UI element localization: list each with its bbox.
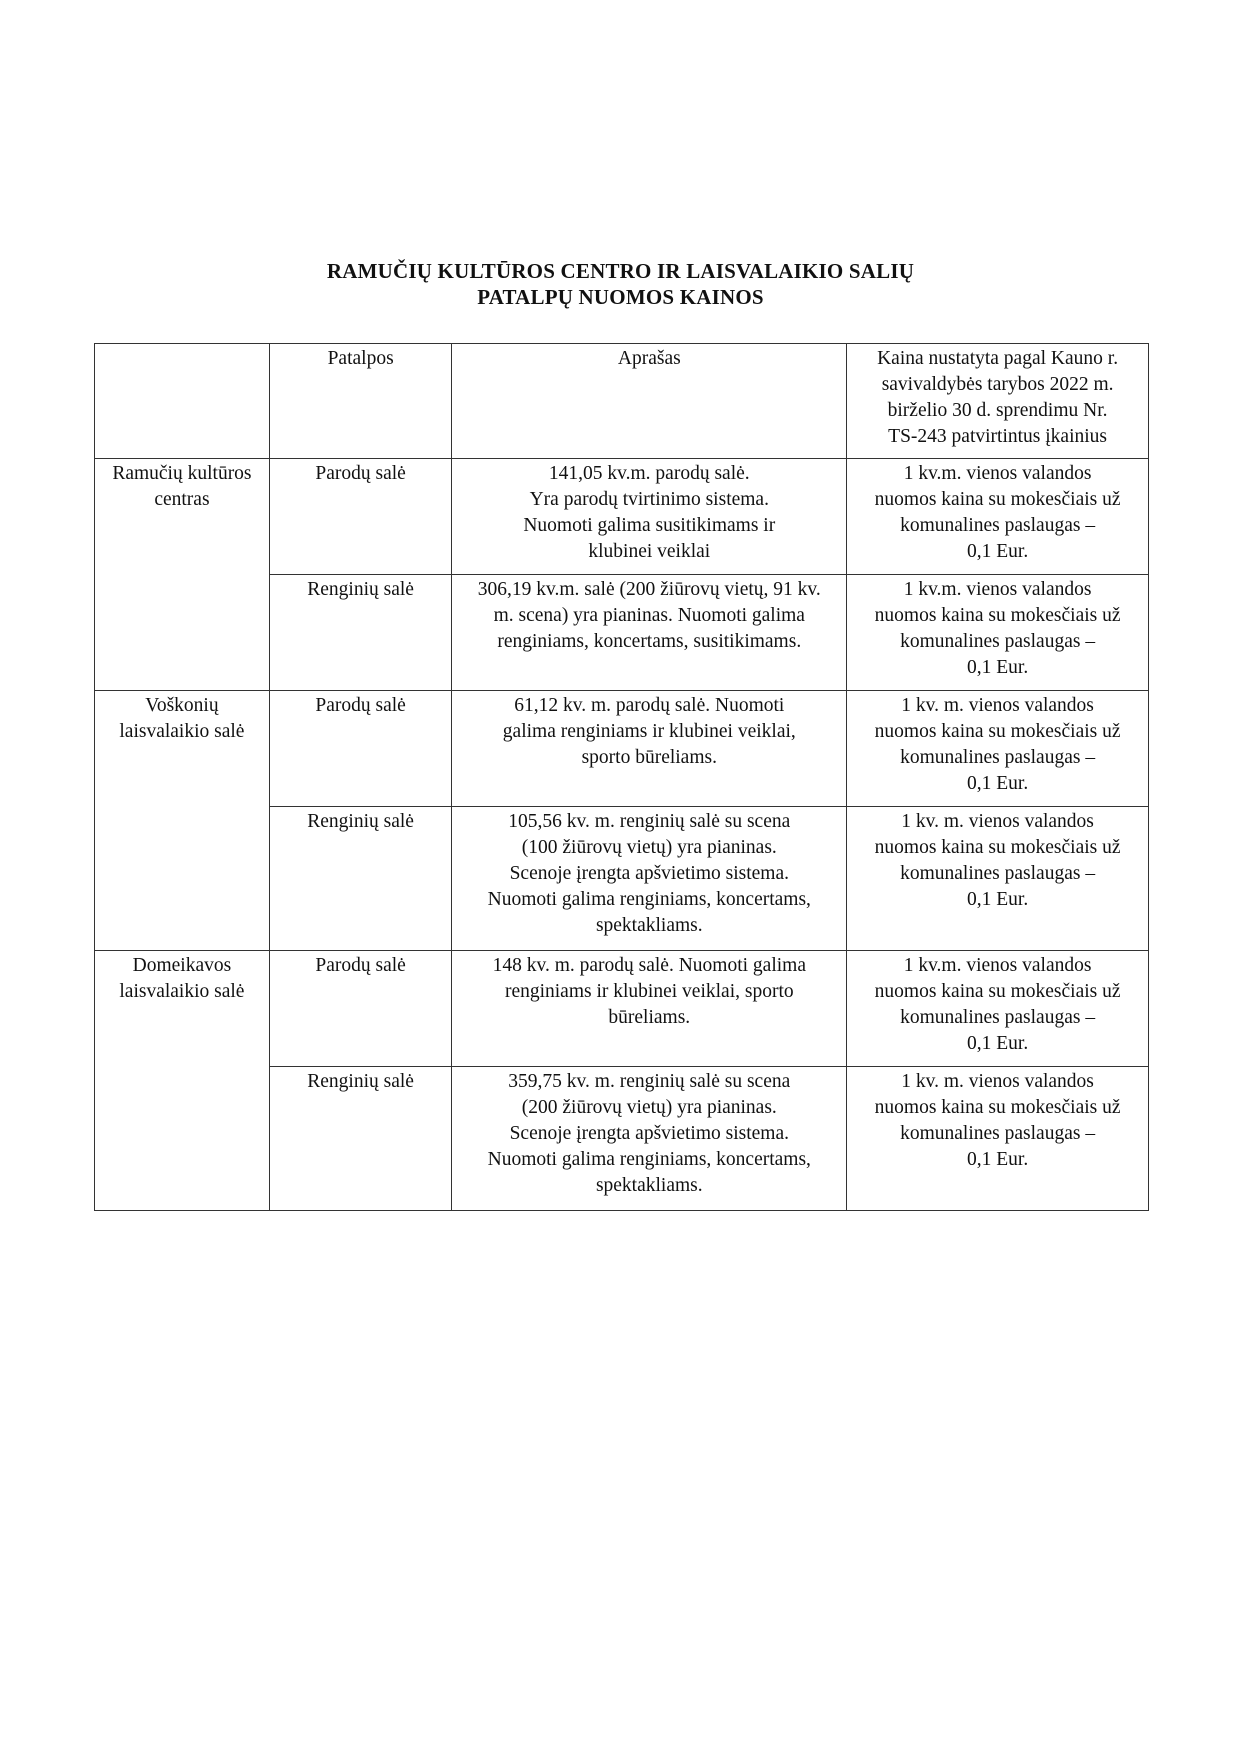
venue-line: Ramučių kultūros: [112, 463, 252, 484]
description-line: Scenoje įrengta apšvietimo sistema.: [509, 1123, 789, 1144]
room-cell: Parodų salė: [269, 691, 452, 807]
price-cell: [847, 459, 1149, 575]
price-line: nuomos kaina su mokesčiais už: [874, 605, 1121, 626]
description-line: 148 kv. m. parodų salė. Nuomoti galima: [492, 955, 806, 976]
header-venue: [95, 344, 270, 459]
price-line: komunalines paslaugas –: [900, 1123, 1096, 1144]
description-cell: [452, 459, 847, 575]
price-cell: [847, 807, 1149, 951]
description-line: 141,05 kv.m. parodų salė.: [548, 463, 750, 484]
table-row: [95, 459, 1149, 575]
table-row: [95, 691, 1149, 807]
description-line: Yra parodų tvirtinimo sistema.: [529, 489, 769, 510]
price-line: 0,1 Eur.: [966, 657, 1029, 678]
description-line: m. scena) yra pianinas. Nuomoti galima: [493, 605, 805, 626]
venue-cell: [95, 459, 270, 691]
description-line: Nuomoti galima susitikimams ir: [523, 515, 776, 536]
description-line: Scenoje įrengta apšvietimo sistema.: [509, 863, 789, 884]
description-line: (100 žiūrovų vietų) yra pianinas.: [521, 837, 777, 858]
description-line: renginiams, koncertams, susitikimams.: [497, 631, 802, 652]
header-price-line: savivaldybės tarybos 2022 m.: [881, 374, 1114, 395]
description-line: 105,56 kv. m. renginių salė su scena: [508, 811, 791, 832]
title-line: PATALPŲ NUOMOS KAINOS: [477, 285, 764, 309]
price-line: nuomos kaina su mokesčiais už: [874, 721, 1121, 742]
description-cell: [452, 807, 847, 951]
description-line: 61,12 kv. m. parodų salė. Nuomoti: [514, 695, 785, 716]
price-line: 0,1 Eur.: [966, 1033, 1029, 1054]
price-line: komunalines paslaugas –: [900, 747, 1096, 768]
price-cell: [847, 691, 1149, 807]
description-cell: [452, 951, 847, 1067]
room-cell: Renginių salė: [269, 575, 452, 691]
price-cell: [847, 575, 1149, 691]
description-cell: [452, 691, 847, 807]
venue-line: centras: [154, 489, 210, 510]
description-cell: [452, 575, 847, 691]
price-line: 1 kv. m. vienos valandos: [901, 695, 1094, 716]
price-line: 1 kv. m. vienos valandos: [901, 1071, 1094, 1092]
venue-cell: [95, 691, 270, 951]
header-description: Aprašas: [452, 344, 847, 459]
description-line: sporto būreliams.: [581, 747, 717, 768]
venue-line: Voškonių: [145, 695, 219, 716]
description-line: galima renginiams ir klubinei veiklai,: [502, 721, 796, 742]
venue-line: laisvalaikio salė: [119, 721, 245, 742]
room-cell: Renginių salė: [269, 1067, 452, 1211]
header-price: [847, 344, 1149, 459]
price-line: komunalines paslaugas –: [900, 863, 1096, 884]
price-line: komunalines paslaugas –: [900, 631, 1096, 652]
description-line: 306,19 kv.m. salė (200 žiūrovų vietų, 91 kv.: [477, 579, 821, 600]
price-line: 0,1 Eur.: [966, 889, 1029, 910]
price-line: nuomos kaina su mokesčiais už: [874, 489, 1121, 510]
price-line: komunalines paslaugas –: [900, 515, 1096, 536]
description-line: 359,75 kv. m. renginių salė su scena: [508, 1071, 791, 1092]
description-line: klubinei veiklai: [588, 541, 711, 562]
venue-line: laisvalaikio salė: [119, 981, 245, 1002]
price-line: 0,1 Eur.: [966, 1149, 1029, 1170]
price-cell: [847, 951, 1149, 1067]
price-line: 1 kv.m. vienos valandos: [903, 463, 1092, 484]
table-row: [95, 951, 1149, 1067]
header-price-line: TS-243 patvirtintus įkainius: [888, 426, 1107, 447]
price-line: 1 kv.m. vienos valandos: [903, 955, 1092, 976]
header-premises: Patalpos: [269, 344, 452, 459]
price-line: nuomos kaina su mokesčiais už: [874, 837, 1121, 858]
price-line: nuomos kaina su mokesčiais už: [874, 981, 1121, 1002]
document-title: [0, 258, 1241, 310]
price-line: nuomos kaina su mokesčiais už: [874, 1097, 1121, 1118]
rental-prices-table: [94, 343, 1149, 1211]
description-line: Nuomoti galima renginiams, koncertams,: [487, 1149, 811, 1170]
header-price-line: birželio 30 d. sprendimu Nr.: [887, 400, 1108, 421]
room-cell: Renginių salė: [269, 807, 452, 951]
title-line: RAMUČIŲ KULTŪROS CENTRO IR LAISVALAIKIO SALIŲ: [326, 259, 915, 283]
room-cell: Parodų salė: [269, 951, 452, 1067]
header-price-line: Kaina nustatyta pagal Kauno r.: [877, 348, 1119, 369]
price-line: komunalines paslaugas –: [900, 1007, 1096, 1028]
price-line: 1 kv.m. vienos valandos: [903, 579, 1092, 600]
room-cell: Parodų salė: [269, 459, 452, 575]
description-line: spektakliams.: [595, 915, 703, 936]
description-line: Nuomoti galima renginiams, koncertams,: [487, 889, 811, 910]
price-line: 1 kv. m. vienos valandos: [901, 811, 1094, 832]
venue-cell: [95, 951, 270, 1211]
description-line: (200 žiūrovų vietų) yra pianinas.: [521, 1097, 777, 1118]
price-line: 0,1 Eur.: [966, 541, 1029, 562]
description-line: būreliams.: [608, 1007, 691, 1028]
description-cell: [452, 1067, 847, 1211]
description-line: renginiams ir klubinei veiklai, sporto: [504, 981, 794, 1002]
venue-line: Domeikavos: [132, 955, 232, 976]
table-header-row: [95, 344, 1149, 459]
description-line: spektakliams.: [595, 1175, 703, 1196]
price-line: 0,1 Eur.: [966, 773, 1029, 794]
price-cell: [847, 1067, 1149, 1211]
